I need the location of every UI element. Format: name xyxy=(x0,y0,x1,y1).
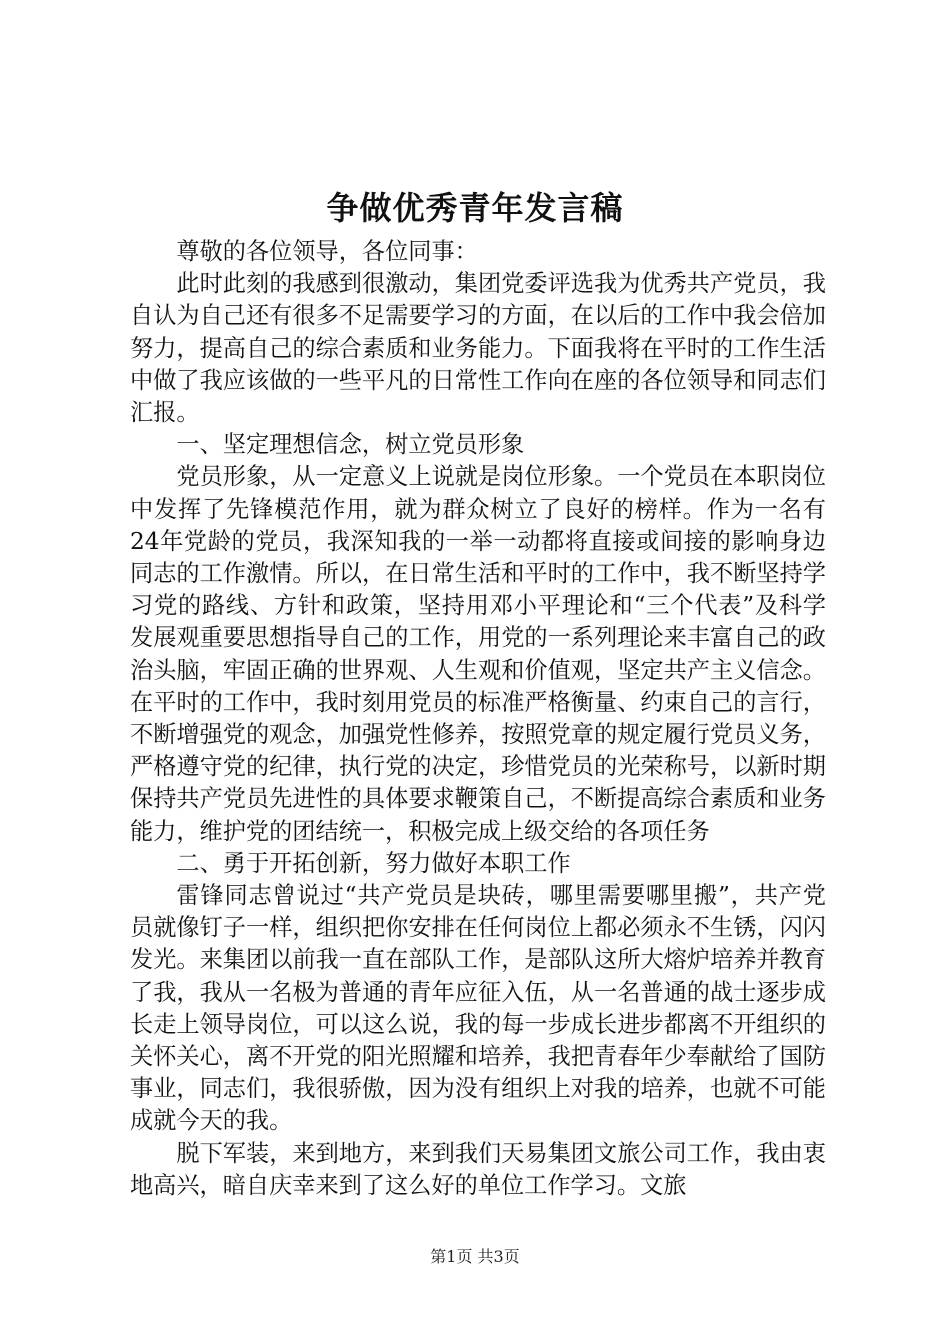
document-body xyxy=(130,236,826,1202)
section-heading-2: 二、勇于开拓创新，努力做好本职工作 xyxy=(176,849,571,877)
section-2-continued-paragraph: 脱下军装，来到地方，来到我们天易集团文旅公司工作，我由衷地高兴，暗自庆幸来到了这么好的单位工作学习。文旅 xyxy=(130,1139,826,1199)
section-1-paragraph: 党员形象，从一定意义上说就是岗位形象。一个党员在本职岗位中发挥了先锋模范作用，就为群众树立了良好的榜样。作为一名有24年党龄的党员，我深知我的一举一动都将直接或间接的影响身边同志的工作激情。所以，在日常生活和平时的工作中，我不断坚持学习党的路线、方针和政策，坚持用邓小平理论和“三个代表”及科学发展观重要思想指导自己的工作，用党的一系列理论来丰富自己的政治头脑，牢固正确的世界观、人生观和价值观，坚定共产主义信念。在平时的工作中，我时刻用党员的标准严格衡量、约束自己的言行，不断增强党的观念，加强党性修养，按照党章的规定履行党员义务，严格遵守党的纪律，执行党的决定，珍惜党员的光荣称号，以新时期保持共产党员先进性的具体要求鞭策自己，不断提高综合素质和业务能力，维护党的团结统一，积极完成上级交给的各项任务 xyxy=(130,463,826,845)
document-title: 争做优秀青年发言稿 xyxy=(326,189,624,227)
salutation-paragraph: 尊敬的各位领导，各位同事： xyxy=(176,238,478,265)
section-2-paragraph: 雷锋同志曾说过“共产党员是块砖，哪里需要哪里搬”，共产党员就像钉子一样，组织把你安排在任何岗位上都必须永不生锈，闪闪发光。来集团以前我一直在部队工作，是部队这所大熔炉培养并教育了我，我从一名极为普通的青年应征入伍，从一名普通的战士逐步成长走上领导岗位，可以这么说，我的每一步成长进步都离不开组织的关怀关心，离不开党的阳光照耀和培养，我把青春年少奉献给了国防事业，同志们，我很骄傲，因为没有组织上对我的培养，也就不可能成就今天的我。 xyxy=(130,882,826,1135)
page-number-footer: 第1页 共3页 xyxy=(430,1247,520,1266)
section-heading-1: 一、坚定理想信念，树立党员形象 xyxy=(176,431,525,459)
intro-paragraph: 此时此刻的我感到很激动，集团党委评选我为优秀共产党员，我自认为自己还有很多不足需要学习的方面，在以后的工作中我会倍加努力，提高自己的综合素质和业务能力。下面我将在平时的工作生活中做了我应该做的一些平凡的日常性工作向在座的各位领导和同志们汇报。 xyxy=(130,270,826,427)
